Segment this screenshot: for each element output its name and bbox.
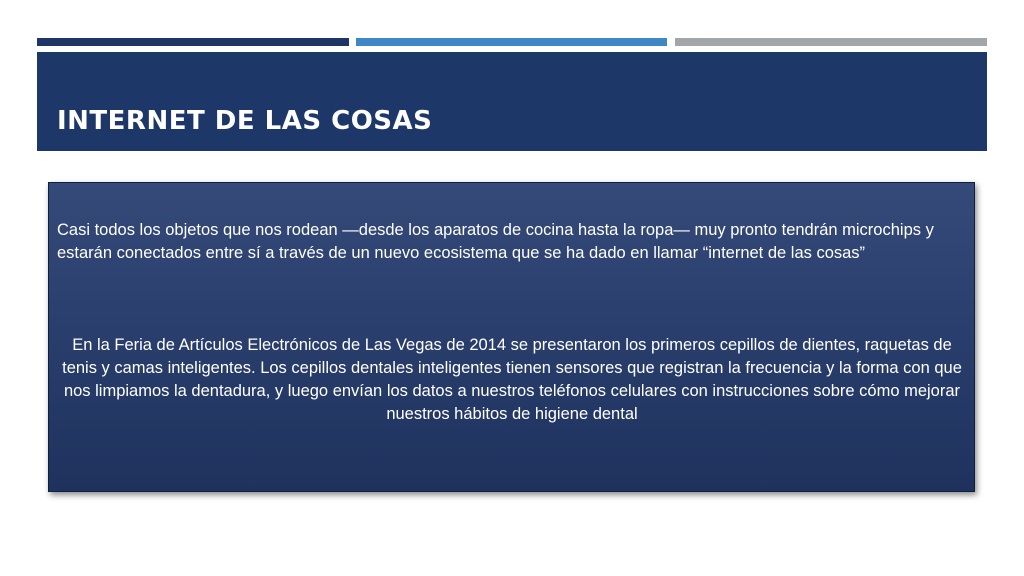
paragraph-intro: Casi todos los objetos que nos rodean —desde los aparatos de cocina hasta la ropa— muy pronto tendrán microchips y estarán conectados entre sí a través de un nuevo ecosistema que se ha dado en llamar “internet de las cosas”: [57, 221, 934, 262]
accent-bar-gray: [675, 38, 987, 46]
paragraph-examples: En la Feria de Artículos Electrónicos de Las Vegas de 2014 se presentaron los primeros cepillos de dientes, raquetas de tenis y camas inteligentes. Los cepillos dentales inteligentes tienen sensores que registran la frecuencia y la forma con que nos limpiamos la dentadura, y luego envían los datos a nuestros teléfonos celulares con instrucciones sobre cómo mejorar nuestros hábitos de higiene dental: [62, 336, 962, 423]
content-box: [48, 182, 975, 492]
slide-title: INTERNET DE LAS COSAS: [57, 106, 433, 136]
accent-bar-light-blue: [356, 38, 667, 46]
accent-bar-dark-blue: [37, 38, 349, 46]
title-band: [37, 52, 987, 151]
